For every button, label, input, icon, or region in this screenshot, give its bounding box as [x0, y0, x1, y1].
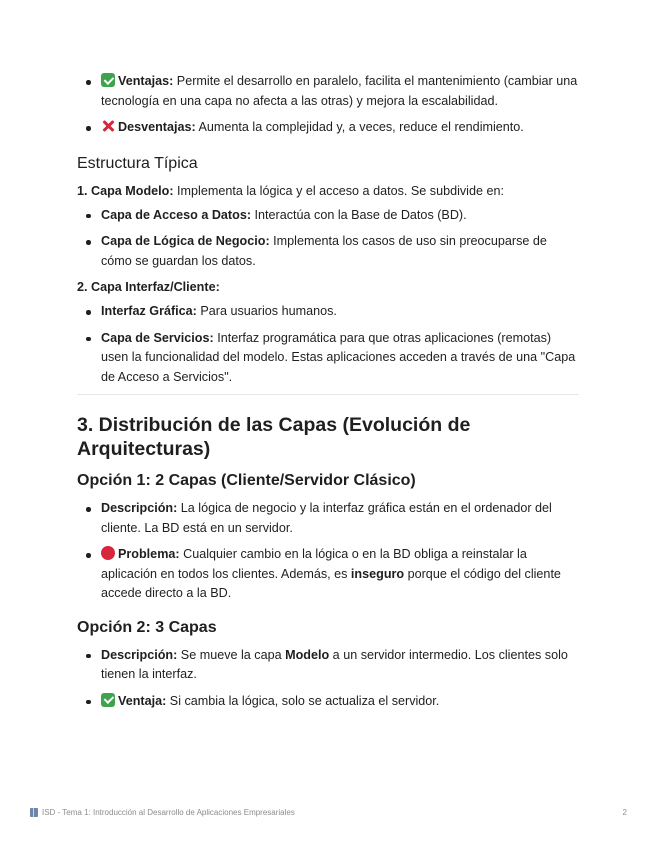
book-icon [30, 808, 38, 817]
page-footer [30, 808, 627, 817]
list-item: Interfaz Gráfica: Para usuarios humanos. [101, 302, 579, 322]
page-number: 2 [622, 808, 627, 817]
section-title: 3. Distribución de las Capas (Evolución de Arquitecturas) [77, 414, 471, 460]
red-circle-icon [101, 546, 115, 560]
list-item: Descripción: La lógica de negocio y la interfaz gráfica están en el ordenador del cliente. La BD está en un servidor. [101, 499, 579, 538]
list-item: Capa de Lógica de Negocio: Implementa los casos de uso sin preocuparse de cómo se guardan los datos. [101, 232, 579, 271]
footer-text: ISD - Tema 1: Introducción al Desarrollo de Aplicaciones Empresariales [42, 808, 295, 817]
section-heading: Estructura Típica [77, 154, 198, 172]
opcion2-list [77, 646, 579, 712]
paragraph: 2. Capa Interfaz/Cliente: [77, 280, 220, 294]
pros-cons-list [77, 72, 579, 138]
opcion1-list [77, 499, 579, 604]
list-item: Problema: Cualquier cambio en la lógica o en la BD obliga a reinstalar la aplicación en todos los clientes. Además, es inseguro porque el código del cliente accede directo a la BD. [101, 545, 579, 604]
list-item: Capa de Servicios: Interfaz programática para que otras aplicaciones (remotas) usen la funcionalidad del modelo. Estas aplicaciones acceden a través de una "Capa de Acceso a Servicios". [101, 329, 579, 388]
interfaz-list [77, 302, 579, 387]
list-item: Desventajas: Aumenta la complejidad y, a veces, reduce el rendimiento. [101, 118, 579, 138]
list-item: Descripción: Se mueve la capa Modelo a un servidor intermedio. Los clientes solo tienen la interfaz. [101, 646, 579, 685]
subsection-heading: Opción 1: 2 Capas (Cliente/Servidor Clásico) [77, 472, 416, 489]
subsection-heading: Opción 2: 3 Capas [77, 618, 217, 636]
modelo-list [77, 206, 579, 272]
document-page [77, 72, 579, 718]
cross-icon [101, 119, 115, 133]
list-item: Ventaja: Si cambia la lógica, solo se actualiza el servidor. [101, 692, 579, 712]
check-icon [101, 693, 115, 707]
list-item: Ventajas: Permite el desarrollo en paralelo, facilita el mantenimiento (cambiar una tecnología en una capa no afecta a las otras) y mejora la escalabilidad. [101, 72, 579, 111]
divider [77, 394, 579, 395]
paragraph: 1. Capa Modelo: Implementa la lógica y el acceso a datos. Se subdivide en: [77, 183, 504, 198]
check-icon [101, 73, 115, 87]
list-item: Capa de Acceso a Datos: Interactúa con la Base de Datos (BD). [101, 206, 579, 226]
